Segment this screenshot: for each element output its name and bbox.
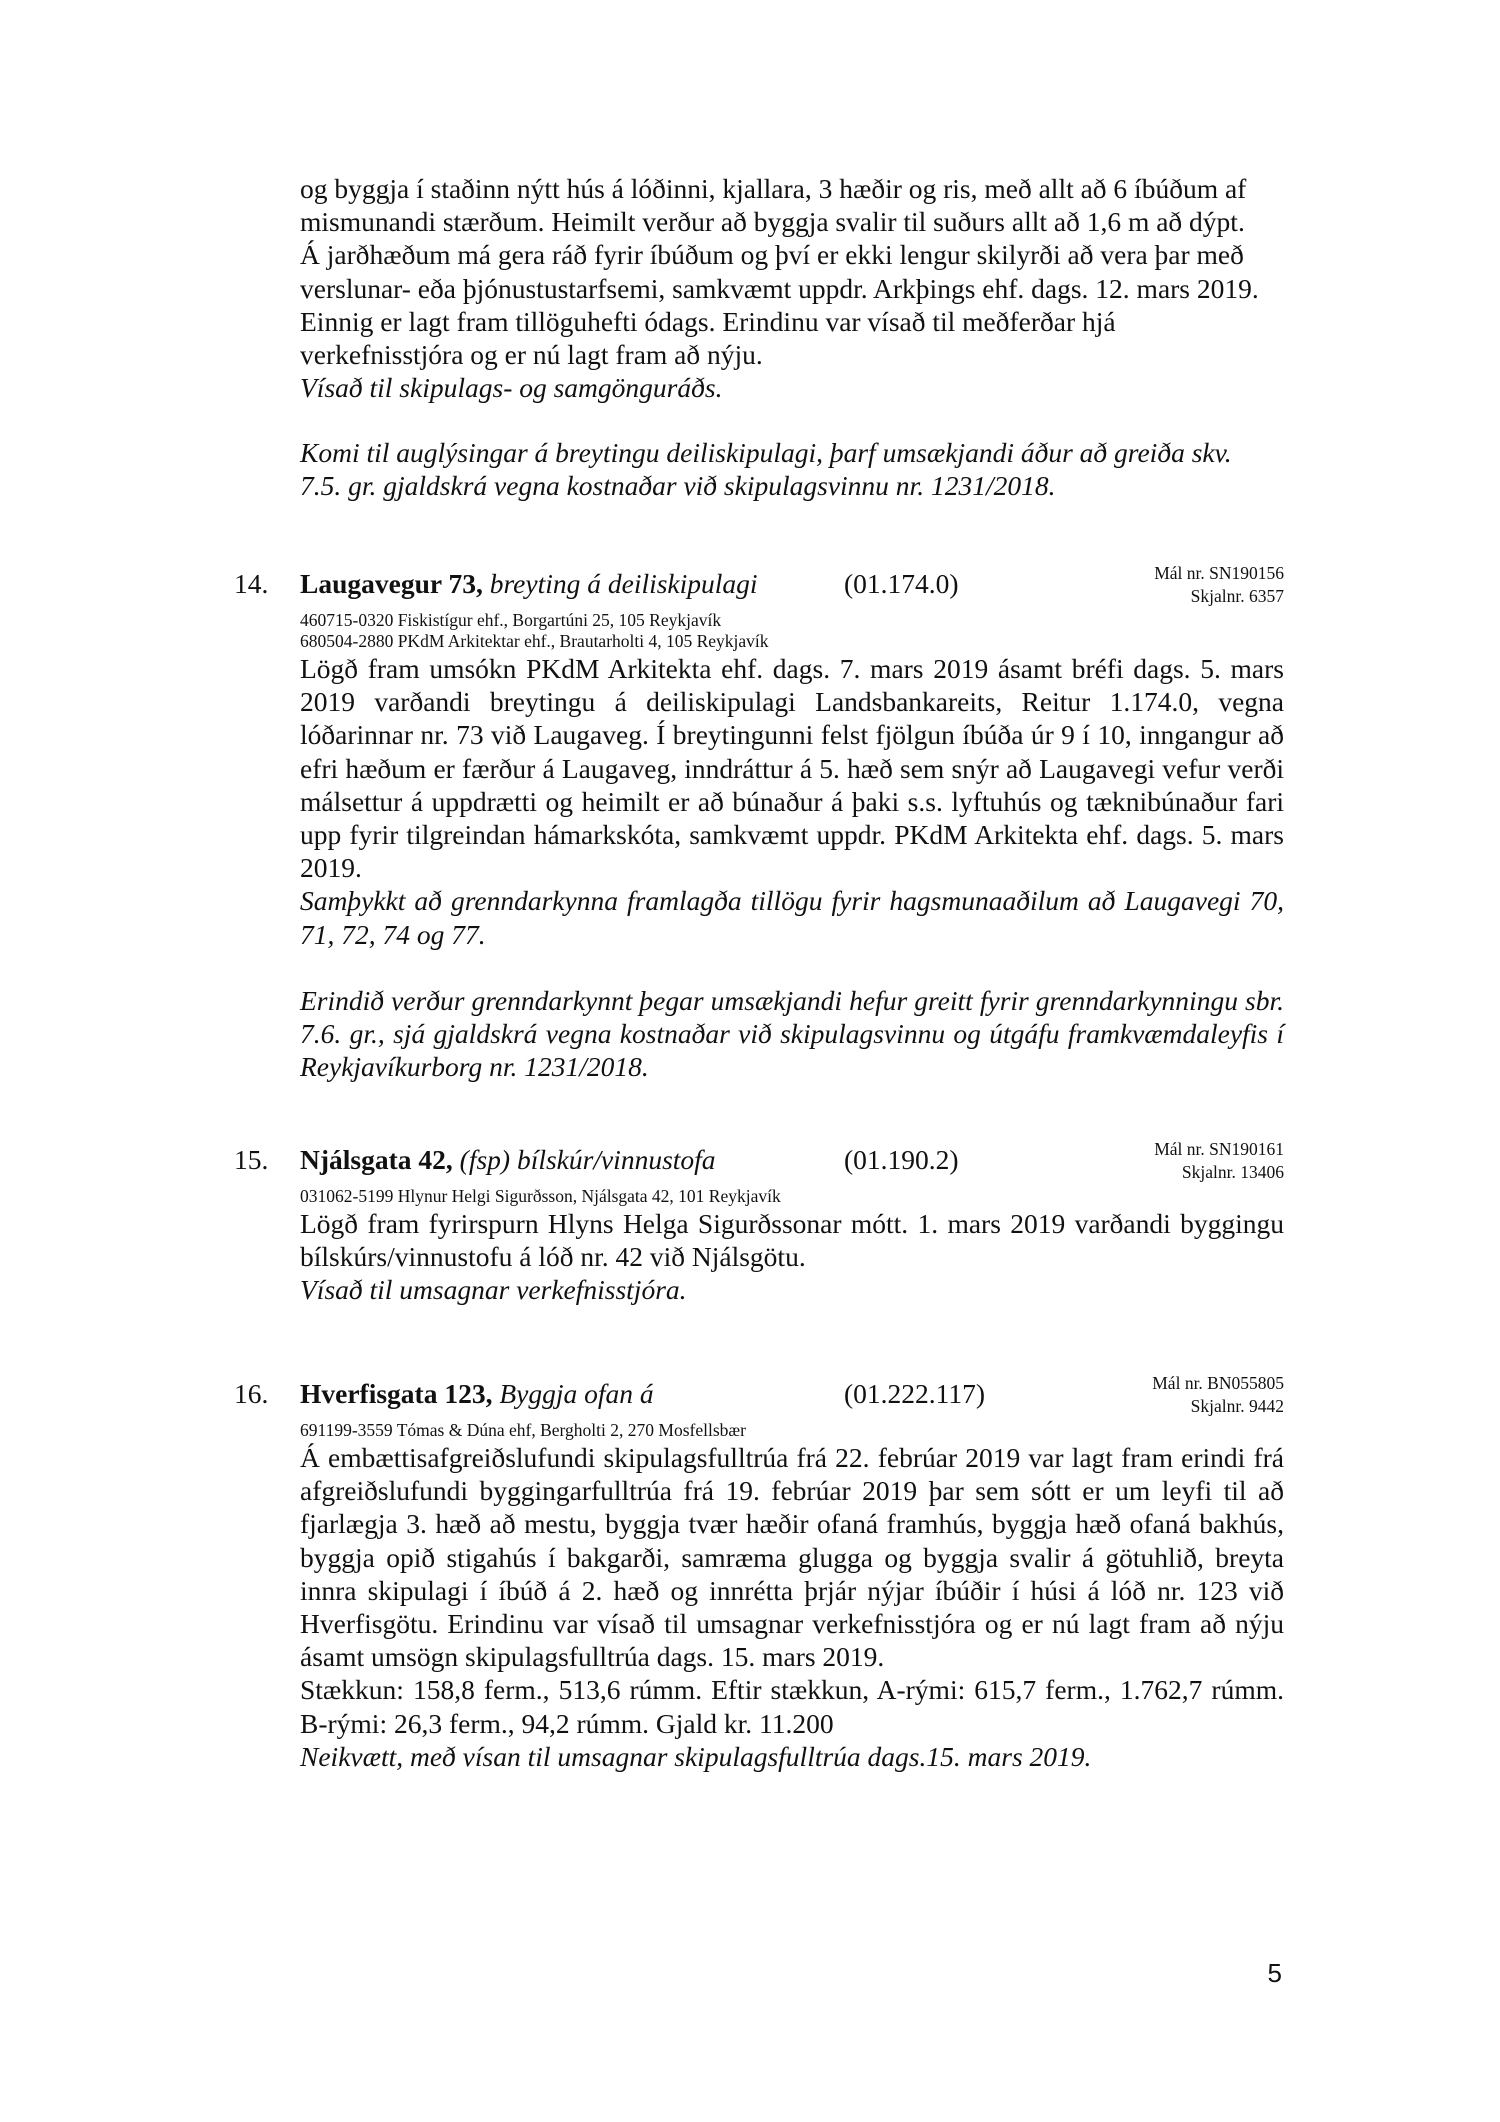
agenda-item-14 bbox=[234, 563, 1284, 1083]
text-line: verkefnisstjóra og er nú lagt fram að nýju. bbox=[300, 339, 763, 371]
case-number: Mál nr. SN190156 bbox=[1154, 563, 1284, 583]
case-number: Mál nr. BN055805 bbox=[1152, 1373, 1284, 1393]
text-line: mismunandi stærðum. Heimilt verður að byggja svalir til suðurs allt að 1,6 m að dýpt. bbox=[300, 206, 1245, 238]
text-line: Á jarðhæðum má gera ráð fyrir íbúðum og því er ekki lengur skilyrði að vera þar með bbox=[300, 239, 1244, 271]
case-number: Mál nr. SN190161 bbox=[1154, 1139, 1284, 1159]
item-address: Hverfisgata 123, bbox=[300, 1378, 493, 1409]
item-decision: Neikvætt, með vísan til umsagnar skipulagsfulltrúa dags.15. mars 2019. bbox=[300, 1740, 1092, 1772]
text-line: 7.5. gr. gjaldskrá vegna kostnaðar við skipulagsvinnu nr. 1231/2018. bbox=[300, 470, 1056, 502]
item-parties bbox=[300, 1420, 1284, 1441]
continuation-text bbox=[300, 172, 1282, 404]
item-reference bbox=[1154, 1138, 1284, 1184]
item-land-code: (01.174.0) bbox=[844, 568, 959, 599]
document-number: Skjalnr. 6357 bbox=[1190, 586, 1284, 606]
item-parties bbox=[300, 610, 1284, 652]
party-line: 680504-2880 PKdM Arkitektar ehf., Brautarholti 4, 105 Reykjavík bbox=[300, 631, 769, 651]
agenda-item-15 bbox=[234, 1139, 1284, 1307]
item-land-code: (01.190.2) bbox=[844, 1144, 959, 1175]
document-number: Skjalnr. 13406 bbox=[1181, 1162, 1284, 1182]
item-body bbox=[300, 652, 1284, 1083]
item-text: Á embættisafgreiðslufundi skipulagsfulltrúa frá 22. febrúar 2019 var lagt fram erindi frá afgreiðslufundi byggingarfulltrúa frá 19. febrúar 2019 þar sem sótt er um leyfi til að fjarlægja 3. hæð að mestu, byggja tvær hæðir ofaná framhús, byggja hæð ofaná bakhús, byggja opið stigahús í bakgarði, samræma glugga og byggja svalir á götuhlið, breyta innra skipulagi í íbúð á 2. hæð og innrétta þrjár nýjar íbúðir í húsi á lóð nr. 123 við Hverfisgötu. Erindinu var vísað til umsagnar verkefnisstjóra og er nú lagt fram að nýju ásamt umsögn skipulagsfulltrúa dags. 15. mars 2019. bbox=[300, 1442, 1284, 1673]
item-subject: (fsp) bílskúr/vinnustofa bbox=[459, 1144, 716, 1175]
item-number: 14. bbox=[234, 568, 269, 599]
text-line: Komi til auglýsingar á breytingu deiliskipulagi, þarf umsækjandi áður að greiða skv. bbox=[300, 437, 1232, 468]
text-line: og byggja í staðinn nýtt hús á lóðinni, kjallara, 3 hæðir og ris, með allt að 6 íbúðum af bbox=[300, 173, 1247, 204]
item-note: Erindið verður grenndarkynnt þegar umsækjandi hefur greitt fyrir grenndarkynningu sbr. 7.6. gr., sjá gjaldskrá vegna kostnaðar við skipulagsvinnu og útgáfu framkvæmdaleyfis í Reykjavíkurborg nr. 1231/2018. bbox=[300, 984, 1284, 1083]
agenda-item-16 bbox=[234, 1373, 1284, 1773]
item-number: 16. bbox=[234, 1378, 269, 1409]
item-parties bbox=[300, 1186, 1284, 1207]
item-title bbox=[300, 1378, 654, 1410]
party-line: 691199-3559 Tómas & Dúna ehf, Bergholti 2, 270 Mosfellsbær bbox=[300, 1420, 746, 1440]
text-line: Einnig er lagt fram tillöguhefti ódags. Erindinu var vísað til meðferðar hjá bbox=[300, 305, 1116, 337]
item-text: Lögð fram fyrirspurn Hlyns Helga Sigurðssonar mótt. 1. mars 2019 varðandi byggingu bílskúrs/vinnustofu á lóð nr. 42 við Njálsgötu. bbox=[300, 1208, 1284, 1273]
party-line: 031062-5199 Hlynur Helgi Sigurðsson, Njálsgata 42, 101 Reykjavík bbox=[300, 1186, 781, 1206]
item-body bbox=[300, 1207, 1284, 1307]
item-number: 15. bbox=[234, 1144, 269, 1175]
item-decision: Vísað til umsagnar verkefnisstjóra. bbox=[300, 1274, 687, 1306]
decision-text: Vísað til skipulags- og samgönguráðs. bbox=[300, 372, 723, 404]
item-reference bbox=[1152, 1372, 1284, 1418]
item-decision: Samþykkt að grenndarkynna framlagða tillögu fyrir hagsmunaaðilum að Laugavegi 70, 71, 72, 74 og 77. bbox=[300, 885, 1284, 950]
item-land-code: (01.222.117) bbox=[844, 1378, 986, 1409]
page-number: 5 bbox=[1267, 1958, 1282, 1988]
item-address: Njálsgata 42, bbox=[300, 1144, 453, 1175]
item-body bbox=[300, 1441, 1284, 1773]
party-line: 460715-0320 Fiskistígur ehf., Borgartúni 25, 105 Reykjavík bbox=[300, 610, 722, 630]
item-extra: Stækkun: 158,8 ferm., 513,6 rúmm. Eftir stækkun, A-rými: 615,7 ferm., 1.762,7 rúmm. B-rými: 26,3 ferm., 94,2 rúmm. Gjald kr. 11.200 bbox=[300, 1674, 1284, 1739]
text-line: verslunar- eða þjónustustarfsemi, samkvæmt uppdr. Arkþings ehf. dags. 12. mars 2019. bbox=[300, 272, 1259, 304]
item-reference bbox=[1154, 562, 1284, 608]
item-title bbox=[300, 568, 758, 600]
item-subject: Byggja ofan á bbox=[499, 1378, 654, 1409]
item-subject: breyting á deiliskipulagi bbox=[489, 568, 758, 599]
item-title bbox=[300, 1144, 716, 1176]
document-number: Skjalnr. 9442 bbox=[1190, 1396, 1284, 1416]
item-text: Lögð fram umsókn PKdM Arkitekta ehf. dags. 7. mars 2019 ásamt bréfi dags. 5. mars 2019 varðandi breytingu á deiliskipulagi Landsbankareits, Reitur 1.174.0, vegna lóðarinnar nr. 73 við Laugaveg. Í breytingunni felst fjölgun íbúða úr 9 í 10, inngangur að efri hæðum er færður á Laugaveg, inndráttur á 5. hæð sem snýr að Laugavegi vefur verði málsettur á uppdrætti og heimilt er að búnaður á þaki s.s. lyftuhús og tæknibúnaður fari upp fyrir tilgreindan hámarkskóta, samkvæmt uppdr. PKdM Arkitekta ehf. dags. 5. mars 2019. bbox=[300, 653, 1284, 884]
item-address: Laugavegur 73, bbox=[300, 568, 483, 599]
continuation-note bbox=[300, 436, 1282, 502]
